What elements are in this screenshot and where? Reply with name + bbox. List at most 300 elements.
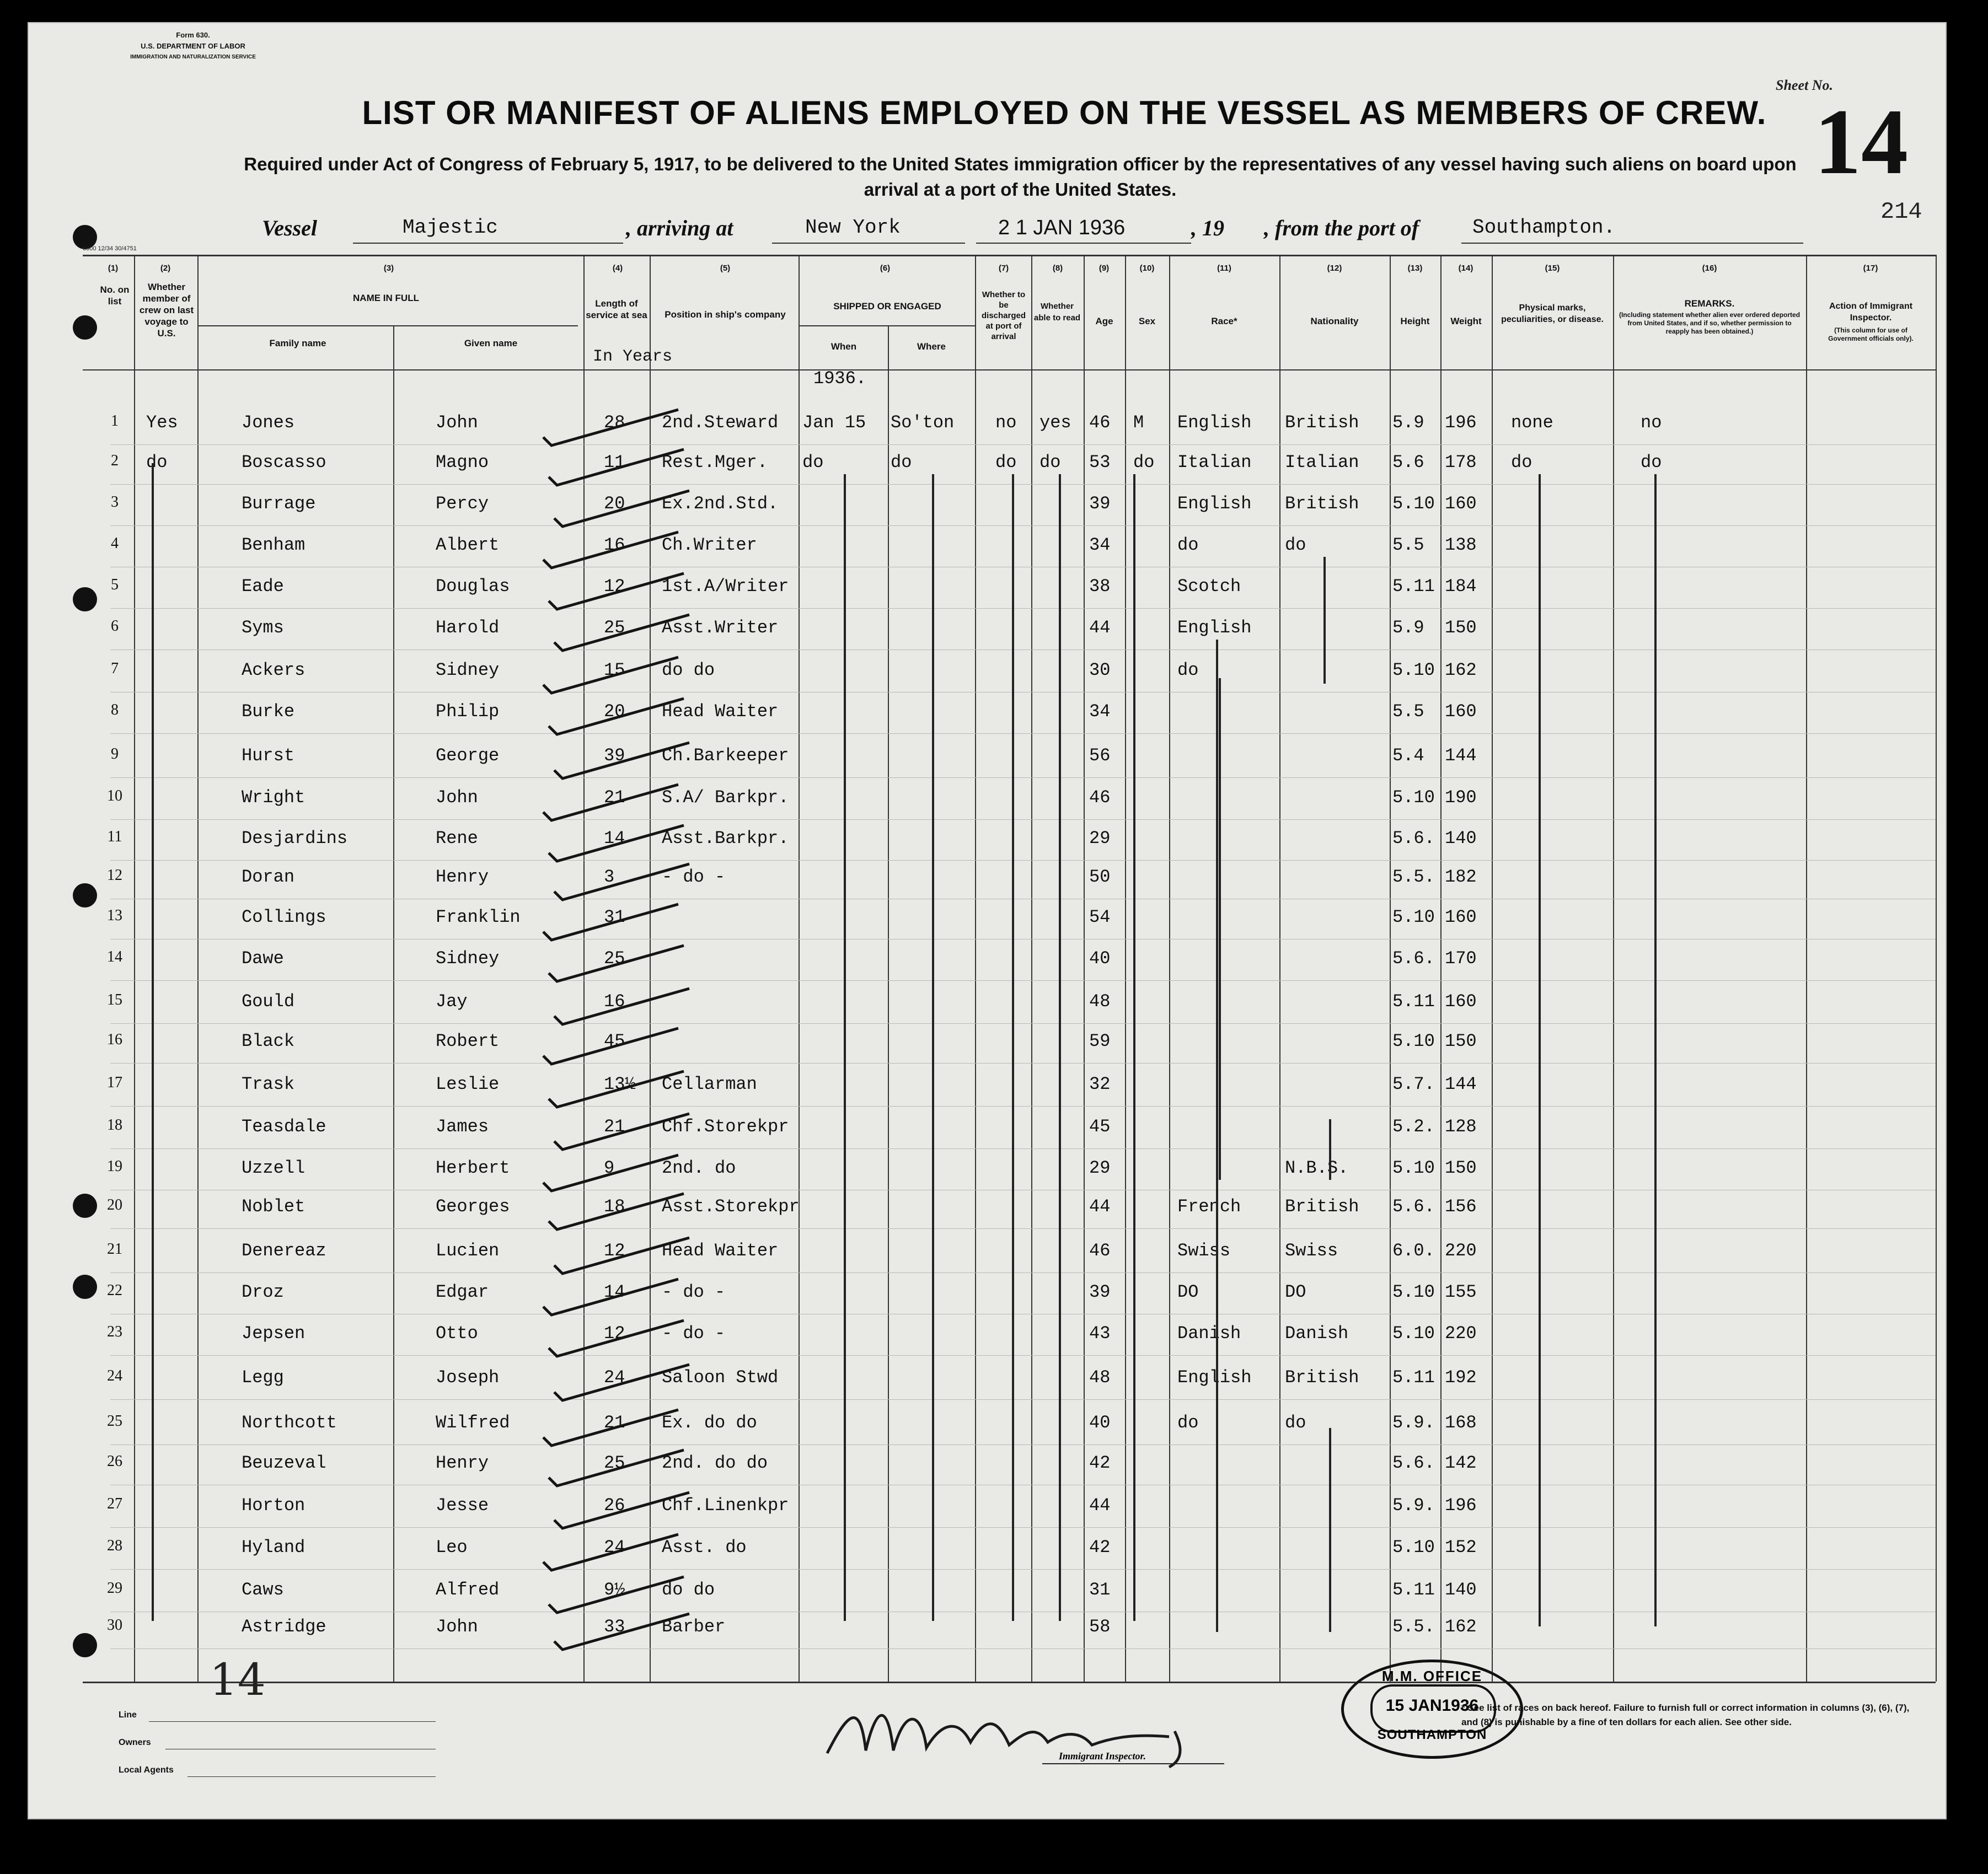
cell-no: 17 <box>107 1074 122 1091</box>
cell-service: 21 <box>604 1413 625 1433</box>
cell-age: 42 <box>1089 1537 1111 1558</box>
cell-service: 26 <box>604 1495 625 1516</box>
cell-weight: 190 <box>1445 787 1477 808</box>
punch-hole <box>73 883 97 908</box>
col-divider <box>888 325 889 1682</box>
cell-remarks: no <box>1641 412 1662 433</box>
line-underline <box>149 1721 436 1722</box>
cell-position: Rest.Mger. <box>662 452 768 472</box>
cell-service: 20 <box>604 701 625 722</box>
cell-disch: no <box>995 412 1017 433</box>
cell-service: 28 <box>604 412 625 433</box>
cell-where: do <box>891 452 912 472</box>
cell-position: Barber <box>662 1617 726 1637</box>
cell-position: Ex. do do <box>662 1413 757 1433</box>
col-header-position: Position in ship's company <box>665 309 786 320</box>
cell-position: do do <box>662 1580 715 1600</box>
cell-no: 19 <box>107 1158 122 1175</box>
col-header-nationality: Nationality <box>1310 316 1359 326</box>
cell-height: 5.10 <box>1392 493 1435 514</box>
cell-service: 9½ <box>604 1580 625 1600</box>
col-header-race: Race* <box>1211 316 1237 326</box>
col-number: (7) <box>998 264 1009 273</box>
cell-age: 48 <box>1089 1367 1111 1388</box>
service-name: IMMIGRATION AND NATURALIZATION SERVICE <box>130 54 256 60</box>
date-underline <box>976 243 1191 244</box>
col-divider <box>1390 255 1391 1682</box>
cell-age: 40 <box>1089 1413 1111 1433</box>
cell-given: Alfred <box>436 1580 500 1600</box>
cell-no: 25 <box>107 1413 122 1430</box>
col-divider <box>1936 255 1937 1682</box>
cell-no: 1 <box>111 412 119 429</box>
cell-no: 16 <box>107 1031 122 1048</box>
cell-given: Rene <box>436 828 478 849</box>
cell-race: do <box>1177 535 1199 555</box>
cell-marks: none <box>1511 412 1553 433</box>
from-port: Southampton. <box>1472 216 1616 239</box>
cell-position: 2nd. do do <box>662 1453 768 1473</box>
form-header <box>88 30 298 63</box>
cell-position: - do - <box>662 1282 726 1302</box>
cell-given: James <box>436 1116 489 1137</box>
cell-position: Asst. do <box>662 1537 747 1558</box>
cell-race: DO <box>1177 1282 1199 1302</box>
cell-given: Georges <box>436 1196 510 1217</box>
cell-no: 27 <box>107 1495 122 1512</box>
cell-weight: 220 <box>1445 1241 1477 1261</box>
ditto-stroke <box>1539 474 1541 1626</box>
document-subtitle: Required under Act of Congress of February 5, 1917, to be delivered to the United States immigration officer by the representatives of any vessel having such aliens on board upon arrival at a port of the United States. <box>244 154 1797 200</box>
cell-no: 28 <box>107 1537 122 1554</box>
cell-height: 5.5 <box>1392 701 1424 722</box>
cell-given: Philip <box>436 701 500 722</box>
from-port-label: , from the port of <box>1264 216 1419 240</box>
cell-given: Henry <box>436 867 489 887</box>
cell-position: Asst.Barkpr. <box>662 828 789 849</box>
row-ruling <box>110 1023 1936 1024</box>
col-divider <box>134 255 135 1682</box>
cell-family: Legg <box>242 1367 284 1388</box>
cell-age: 45 <box>1089 1116 1111 1137</box>
cell-age: 34 <box>1089 701 1111 722</box>
cell-family: Boscasso <box>242 452 326 472</box>
ditto-stroke <box>1133 474 1135 1621</box>
cell-age: 43 <box>1089 1323 1111 1344</box>
header-bottom-border <box>83 369 1936 370</box>
col-header-sex: Sex <box>1138 316 1156 326</box>
stamp-port: SOUTHAMPTON <box>1377 1727 1487 1742</box>
cell-given: Robert <box>436 1031 500 1051</box>
cell-age: 29 <box>1089 828 1111 849</box>
cell-nat: Italian <box>1285 452 1359 472</box>
cell-position: - do - <box>662 867 726 887</box>
inspector-line <box>1042 1763 1224 1764</box>
cell-weight: 168 <box>1445 1413 1477 1433</box>
cell-height: 5.5. <box>1392 867 1435 887</box>
shipped-subheader-line <box>799 325 975 326</box>
cell-race: do <box>1177 660 1199 680</box>
cell-given: Franklin <box>436 907 521 927</box>
cell-service: 25 <box>604 617 625 638</box>
cell-height: 5.6. <box>1392 828 1435 849</box>
cell-height: 5.11 <box>1392 991 1435 1012</box>
row-ruling <box>110 733 1936 734</box>
cell-race: English <box>1177 412 1252 433</box>
cell-service: 12 <box>604 1323 625 1344</box>
col-header-read: Whether able to read <box>1033 302 1081 323</box>
cell-family: Ackers <box>242 660 306 680</box>
col-header-height: Height <box>1400 316 1430 326</box>
cell-given: Percy <box>436 493 489 514</box>
cell-height: 5.9 <box>1392 617 1424 638</box>
cell-service: 15 <box>604 660 625 680</box>
ditto-stroke <box>1219 678 1221 1180</box>
row-ruling <box>110 1527 1936 1528</box>
ditto-stroke <box>1012 474 1014 1621</box>
cell-height: 5.10 <box>1392 1282 1435 1302</box>
ditto-stroke <box>1329 1428 1331 1632</box>
cell-weight: 170 <box>1445 948 1477 969</box>
col-number: (1) <box>108 264 119 273</box>
cell-no: 4 <box>111 535 119 552</box>
cell-position: S.A/ Barkpr. <box>662 787 789 808</box>
cell-race: do <box>1177 1413 1199 1433</box>
cell-height: 5.10 <box>1392 1323 1435 1344</box>
col-number: (17) <box>1863 264 1878 273</box>
cell-weight: 144 <box>1445 745 1477 766</box>
col-header-remarks: REMARKS. <box>1684 298 1735 309</box>
table-top-border <box>83 255 1936 256</box>
row-ruling <box>110 1148 1936 1149</box>
col-header-inspector-action: Action of Immigrant Inspector. <box>1829 302 1913 323</box>
cell-age: 29 <box>1089 1158 1111 1178</box>
cell-height: 5.10 <box>1392 1537 1435 1558</box>
col-divider <box>393 325 394 1682</box>
cell-read: yes <box>1039 412 1071 433</box>
col-header-weight: Weight <box>1450 316 1482 326</box>
cell-weight: 128 <box>1445 1116 1477 1137</box>
year-label: , 19 <box>1191 216 1224 240</box>
check-mark <box>540 1025 684 1075</box>
cell-race: Italian <box>1177 452 1252 472</box>
row-ruling <box>110 444 1936 445</box>
row-ruling <box>110 980 1936 981</box>
cell-service: 16 <box>604 535 625 555</box>
col-header-shipped: SHIPPED OR ENGAGED <box>833 301 941 312</box>
col-header-no: No. on list <box>100 284 130 307</box>
cell-height: 5.5 <box>1392 535 1424 555</box>
cell-nat: DO <box>1285 1282 1306 1302</box>
cell-family: Northcott <box>242 1413 337 1433</box>
cell-family: Collings <box>242 907 326 927</box>
cell-height: 5.10 <box>1392 1031 1435 1051</box>
cell-nat: N.B.S. <box>1285 1158 1349 1178</box>
cell-position: Asst.Storekpr <box>662 1196 800 1217</box>
row-ruling <box>110 819 1936 820</box>
cell-family: Black <box>242 1031 295 1051</box>
cell-height: 5.10 <box>1392 1158 1435 1178</box>
col-divider <box>1279 255 1280 1682</box>
cell-no: 8 <box>111 701 119 718</box>
cell-age: 44 <box>1089 617 1111 638</box>
cell-service: 25 <box>604 948 625 969</box>
cell-no: 3 <box>111 493 119 511</box>
cell-crew: do <box>146 452 168 472</box>
cell-no: 23 <box>107 1323 122 1340</box>
cell-nat: do <box>1285 1413 1306 1433</box>
cell-weight: 160 <box>1445 701 1477 722</box>
cell-disch: do <box>995 452 1017 472</box>
cell-family: Jones <box>242 412 295 433</box>
row-ruling <box>110 1228 1936 1229</box>
col-header-where: Where <box>917 341 946 352</box>
line-label: Line <box>119 1710 137 1720</box>
check-mark <box>546 1191 689 1241</box>
cell-age: 32 <box>1089 1074 1111 1094</box>
department-name: U.S. DEPARTMENT OF LABOR <box>141 42 245 50</box>
vessel-underline <box>353 243 623 244</box>
cell-no: 22 <box>107 1282 122 1299</box>
cell-family: Desjardins <box>242 828 348 849</box>
cell-nat: British <box>1285 1367 1359 1388</box>
cell-age: 30 <box>1089 660 1111 680</box>
cell-weight: 160 <box>1445 907 1477 927</box>
cell-age: 40 <box>1089 948 1111 969</box>
cell-age: 59 <box>1089 1031 1111 1051</box>
cell-no: 13 <box>107 907 122 924</box>
cell-weight: 192 <box>1445 1367 1477 1388</box>
ditto-stroke <box>1329 1119 1331 1180</box>
cell-no: 10 <box>107 787 122 804</box>
cell-given: Lucien <box>436 1241 500 1261</box>
cell-given: Jay <box>436 991 468 1012</box>
ditto-stroke <box>1216 640 1218 1632</box>
name-subheader-line <box>197 325 578 326</box>
cell-given: Harold <box>436 617 500 638</box>
col-divider <box>1084 255 1085 1682</box>
cell-service: 21 <box>604 787 625 808</box>
cell-weight: 184 <box>1445 576 1477 597</box>
cell-age: 44 <box>1089 1495 1111 1516</box>
cell-service: 9 <box>604 1158 615 1178</box>
cell-race: Swiss <box>1177 1241 1231 1261</box>
col-header-age: Age <box>1095 316 1113 326</box>
cell-position: 2nd. do <box>662 1158 736 1178</box>
punch-hole <box>73 587 97 611</box>
col-number: (9) <box>1099 264 1110 273</box>
cell-service: 20 <box>604 493 625 514</box>
ditto-stroke <box>152 463 154 1621</box>
table-bottom-border <box>83 1682 1936 1683</box>
cell-family: Trask <box>242 1074 295 1094</box>
row-ruling <box>110 1569 1936 1570</box>
cell-service: 25 <box>604 1453 625 1473</box>
cell-sex: M <box>1133 412 1144 433</box>
from-port-underline <box>1461 243 1803 244</box>
cell-height: 5.11 <box>1392 576 1435 597</box>
cell-nat: do <box>1285 535 1306 555</box>
cell-family: Horton <box>242 1495 306 1516</box>
footer-notice: * See list of races on back hereof. Failure to furnish full or correct information in columns (3), (6), (7), and (8) is punishable by a fine of ten dollars for each alien. See other side. <box>1461 1703 1910 1727</box>
cell-race: French <box>1177 1196 1241 1217</box>
cell-given: John <box>436 787 478 808</box>
cell-given: Douglas <box>436 576 510 597</box>
cell-age: 50 <box>1089 867 1111 887</box>
cell-position: Head Waiter <box>662 701 779 722</box>
cell-position: Ch.Writer <box>662 535 757 555</box>
col-divider <box>1440 255 1442 1682</box>
cell-height: 5.10 <box>1392 787 1435 808</box>
cell-nat: Swiss <box>1285 1241 1338 1261</box>
cell-weight: 178 <box>1445 452 1477 472</box>
cell-family: Astridge <box>242 1617 326 1637</box>
cell-given: Leslie <box>436 1074 500 1094</box>
col-number: (4) <box>612 264 623 273</box>
cell-weight: 162 <box>1445 1617 1477 1637</box>
cell-weight: 196 <box>1445 1495 1477 1516</box>
col-header-marks: Physical marks, peculiarities, or disease. <box>1501 303 1604 324</box>
cell-given: John <box>436 1617 478 1637</box>
row-ruling <box>110 860 1936 861</box>
cell-age: 39 <box>1089 1282 1111 1302</box>
cell-no: 30 <box>107 1617 122 1634</box>
cell-position: Saloon Stwd <box>662 1367 779 1388</box>
cell-when: do <box>802 452 824 472</box>
cell-age: 46 <box>1089 1241 1111 1261</box>
cell-family: Doran <box>242 867 295 887</box>
cell-family: Syms <box>242 617 284 638</box>
cell-service: 14 <box>604 1282 625 1302</box>
cell-family: Hyland <box>242 1537 306 1558</box>
cell-height: 5.6. <box>1392 948 1435 969</box>
cell-when: Jan 15 <box>802 412 866 433</box>
punch-hole <box>73 1633 97 1657</box>
cell-sex: do <box>1133 452 1155 472</box>
cell-service: 14 <box>604 828 625 849</box>
cell-height: 5.6. <box>1392 1453 1435 1473</box>
cell-height: 5.6. <box>1392 1196 1435 1217</box>
col-header-crew: Whether member of crew on last voyage to U.S. <box>139 282 194 339</box>
cell-given: Joseph <box>436 1367 500 1388</box>
cell-family: Burrage <box>242 493 316 514</box>
cell-position: Cellarman <box>662 1074 757 1094</box>
arriving-label: , arriving at <box>626 216 733 240</box>
cell-position: Chf.Linenkpr <box>662 1495 789 1516</box>
cell-family: Noblet <box>242 1196 306 1217</box>
cell-no: 29 <box>107 1580 122 1597</box>
inspector-signature <box>816 1698 1224 1770</box>
cell-service: 16 <box>604 991 625 1012</box>
cell-position: - do - <box>662 1323 726 1344</box>
cell-position: 2nd.Steward <box>662 412 779 433</box>
row-ruling <box>110 1272 1936 1273</box>
arriving-underline <box>772 243 965 244</box>
col-header-service: Length of service at sea <box>586 298 647 320</box>
cell-service: 24 <box>604 1537 625 1558</box>
check-mark <box>546 943 689 992</box>
check-mark <box>551 1611 695 1661</box>
arrival-date-stamp: 2 1 JAN 1936 <box>998 216 1126 239</box>
ditto-stroke <box>932 474 934 1621</box>
col-number: (10) <box>1139 264 1155 273</box>
cell-family: Eade <box>242 576 284 597</box>
cell-no: 26 <box>107 1453 122 1470</box>
row-ruling <box>110 484 1936 485</box>
cell-height: 5.6 <box>1392 452 1424 472</box>
cell-position: Chf.Storekpr <box>662 1116 789 1137</box>
cell-no: 6 <box>111 617 119 635</box>
row-ruling <box>110 1355 1936 1356</box>
ditto-stroke <box>844 474 846 1621</box>
col-number: (6) <box>880 264 891 273</box>
cell-given: Sidney <box>436 660 500 680</box>
col-number: (11) <box>1217 264 1231 273</box>
shipped-year: 1936. <box>813 368 867 389</box>
cell-height: 5.10 <box>1392 907 1435 927</box>
col-divider <box>1169 255 1170 1682</box>
cell-height: 5.9. <box>1392 1495 1435 1516</box>
cell-nat: British <box>1285 493 1359 514</box>
col-divider <box>1613 255 1614 1682</box>
cell-height: 5.9 <box>1392 412 1424 433</box>
cell-given: Sidney <box>436 948 500 969</box>
cell-age: 48 <box>1089 991 1111 1012</box>
local-agents-label: Local Agents <box>119 1765 174 1775</box>
cell-height: 5.4 <box>1392 745 1424 766</box>
row-ruling <box>110 649 1936 650</box>
agents-underline <box>187 1776 436 1777</box>
arriving-port: New York <box>805 216 901 239</box>
ditto-stroke <box>1323 557 1326 684</box>
cell-family: Caws <box>242 1580 284 1600</box>
inspector-label: Immigrant Inspector. <box>1059 1751 1146 1762</box>
cell-weight: 160 <box>1445 493 1477 514</box>
cell-age: 34 <box>1089 535 1111 555</box>
cell-nat: Danish <box>1285 1323 1349 1344</box>
row-ruling <box>110 1063 1936 1064</box>
cell-no: 12 <box>107 867 122 884</box>
cell-age: 39 <box>1089 493 1111 514</box>
cell-age: 58 <box>1089 1617 1111 1637</box>
cell-service: 39 <box>604 745 625 766</box>
cell-family: Denereaz <box>242 1241 326 1261</box>
cell-family: Jepsen <box>242 1323 306 1344</box>
col-number: (15) <box>1545 264 1560 273</box>
col-number: (8) <box>1052 264 1063 273</box>
cell-no: 2 <box>111 452 119 469</box>
col-number: (16) <box>1702 264 1717 273</box>
cell-race: Scotch <box>1177 576 1241 597</box>
ditto-stroke <box>1059 474 1061 1621</box>
col-divider <box>1806 255 1807 1682</box>
cell-service: 33 <box>604 1617 625 1637</box>
cell-crew: Yes <box>146 412 178 433</box>
cell-given: Magno <box>436 452 489 472</box>
page-number: 214 <box>1880 198 1922 225</box>
service-units-note: In Years <box>593 347 673 366</box>
cell-given: Henry <box>436 1453 489 1473</box>
cell-weight: 138 <box>1445 535 1477 555</box>
cell-weight: 152 <box>1445 1537 1477 1558</box>
col-number: (3) <box>383 264 394 273</box>
cell-position: 1st.A/Writer <box>662 576 789 597</box>
col-header-when: When <box>830 341 857 352</box>
cell-no: 7 <box>111 660 119 677</box>
cell-family: Wright <box>242 787 306 808</box>
owners-label: Owners <box>119 1738 151 1747</box>
cell-weight: 150 <box>1445 1031 1477 1051</box>
